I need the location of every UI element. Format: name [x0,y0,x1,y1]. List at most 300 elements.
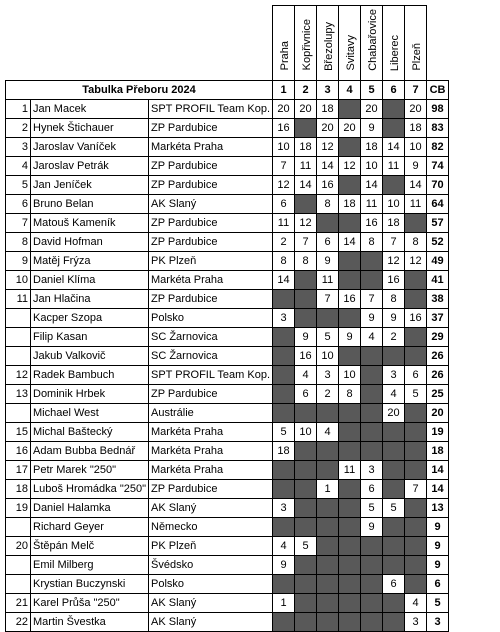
total-cell[interactable]: 13 [427,498,449,517]
rank-cell[interactable]: 21 [6,593,31,612]
total-cell[interactable]: 3 [427,612,449,631]
name-cell[interactable]: Bruno Belan [31,194,149,213]
score-cell[interactable]: 4 [295,365,317,384]
score-cell[interactable]: 12 [383,251,405,270]
score-cell[interactable] [295,479,317,498]
score-cell[interactable]: 3 [273,308,295,327]
club-cell[interactable]: AK Slaný [149,593,273,612]
score-cell[interactable] [361,270,383,289]
score-cell[interactable]: 4 [361,327,383,346]
name-cell[interactable]: Petr Marek "250" [31,460,149,479]
score-cell[interactable]: 14 [295,175,317,194]
score-cell[interactable]: 5 [383,498,405,517]
score-cell[interactable]: 7 [317,289,339,308]
score-cell[interactable] [405,441,427,460]
score-cell[interactable]: 10 [317,346,339,365]
score-cell[interactable]: 9 [405,156,427,175]
race-number[interactable]: 2 [295,80,317,99]
score-cell[interactable]: 11 [361,194,383,213]
score-cell[interactable]: 5 [405,384,427,403]
score-cell[interactable]: 16 [383,270,405,289]
rank-cell[interactable]: 4 [6,156,31,175]
name-cell[interactable]: David Hofman [31,232,149,251]
score-cell[interactable] [295,612,317,631]
score-cell[interactable] [273,574,295,593]
venue-header[interactable] [317,6,339,81]
club-cell[interactable]: AK Slaný [149,498,273,517]
total-cell[interactable]: 18 [427,441,449,460]
score-cell[interactable]: 8 [273,251,295,270]
score-cell[interactable]: 11 [405,194,427,213]
venue-header[interactable] [361,6,383,81]
score-cell[interactable] [339,175,361,194]
rank-cell[interactable]: 15 [6,422,31,441]
total-cell[interactable]: 19 [427,422,449,441]
score-cell[interactable] [339,99,361,118]
total-cell[interactable]: 41 [427,270,449,289]
club-cell[interactable]: AK Slaný [149,612,273,631]
rank-cell[interactable]: 22 [6,612,31,631]
name-cell[interactable]: Kacper Szopa [31,308,149,327]
club-cell[interactable]: Markéta Praha [149,460,273,479]
total-cell[interactable]: 9 [427,536,449,555]
score-cell[interactable] [405,536,427,555]
score-cell[interactable] [383,460,405,479]
score-cell[interactable]: 14 [339,232,361,251]
rank-cell[interactable]: 11 [6,289,31,308]
total-cell[interactable]: 6 [427,574,449,593]
score-cell[interactable]: 11 [383,156,405,175]
score-cell[interactable]: 2 [317,384,339,403]
score-cell[interactable]: 7 [295,232,317,251]
rank-cell[interactable]: 6 [6,194,31,213]
total-cell[interactable]: 70 [427,175,449,194]
score-cell[interactable]: 7 [273,156,295,175]
score-cell[interactable] [295,270,317,289]
total-cell[interactable]: 9 [427,555,449,574]
score-cell[interactable] [339,612,361,631]
score-cell[interactable]: 7 [405,479,427,498]
score-cell[interactable] [339,517,361,536]
score-cell[interactable]: 11 [339,460,361,479]
score-cell[interactable] [383,175,405,194]
score-cell[interactable]: 3 [273,498,295,517]
score-cell[interactable] [361,536,383,555]
score-cell[interactable]: 3 [383,365,405,384]
score-cell[interactable] [361,422,383,441]
name-cell[interactable]: Karel Průša "250" [31,593,149,612]
score-cell[interactable]: 8 [339,384,361,403]
score-cell[interactable]: 10 [361,156,383,175]
club-cell[interactable]: ZP Pardubice [149,175,273,194]
score-cell[interactable]: 6 [361,479,383,498]
club-cell[interactable]: Markéta Praha [149,441,273,460]
score-cell[interactable] [405,327,427,346]
club-cell[interactable]: ZP Pardubice [149,118,273,137]
club-cell[interactable]: SPT PROFIL Team Kop. [149,99,273,118]
score-cell[interactable] [361,346,383,365]
race-number[interactable]: 6 [383,80,405,99]
score-cell[interactable] [339,270,361,289]
score-cell[interactable] [383,612,405,631]
club-cell[interactable]: AK Slaný [149,194,273,213]
name-cell[interactable]: Martin Švestka [31,612,149,631]
score-cell[interactable] [383,346,405,365]
score-cell[interactable] [273,479,295,498]
rank-cell[interactable]: 3 [6,137,31,156]
club-cell[interactable]: SC Žarnovica [149,327,273,346]
score-cell[interactable]: 5 [295,536,317,555]
score-cell[interactable] [295,555,317,574]
score-cell[interactable]: 20 [383,403,405,422]
score-cell[interactable]: 6 [405,365,427,384]
score-cell[interactable]: 5 [273,422,295,441]
score-cell[interactable] [273,327,295,346]
name-cell[interactable]: Štěpán Melč [31,536,149,555]
score-cell[interactable]: 10 [339,365,361,384]
total-cell[interactable]: 98 [427,99,449,118]
name-cell[interactable]: Jan Macek [31,99,149,118]
score-cell[interactable]: 2 [273,232,295,251]
score-cell[interactable]: 14 [273,270,295,289]
score-cell[interactable]: 18 [339,194,361,213]
score-cell[interactable]: 16 [295,346,317,365]
score-cell[interactable] [339,308,361,327]
name-cell[interactable]: Jan Jeníček [31,175,149,194]
total-cell[interactable]: 20 [427,403,449,422]
score-cell[interactable]: 10 [273,137,295,156]
score-cell[interactable] [405,403,427,422]
score-cell[interactable]: 16 [339,289,361,308]
score-cell[interactable] [383,555,405,574]
total-cell[interactable]: 49 [427,251,449,270]
score-cell[interactable]: 8 [361,232,383,251]
score-cell[interactable] [405,346,427,365]
score-cell[interactable] [405,289,427,308]
score-cell[interactable] [383,99,405,118]
score-cell[interactable]: 7 [383,232,405,251]
score-cell[interactable] [339,403,361,422]
score-cell[interactable]: 16 [405,308,427,327]
club-cell[interactable]: SC Žarnovica [149,346,273,365]
name-cell[interactable]: Radek Bambuch [31,365,149,384]
score-cell[interactable] [339,251,361,270]
name-cell[interactable]: Matěj Frýza [31,251,149,270]
score-cell[interactable] [383,593,405,612]
race-number[interactable]: 1 [273,80,295,99]
score-cell[interactable]: 16 [273,118,295,137]
score-cell[interactable] [405,460,427,479]
score-cell[interactable] [361,612,383,631]
name-cell[interactable]: Daniel Klíma [31,270,149,289]
score-cell[interactable]: 20 [317,118,339,137]
score-cell[interactable]: 14 [405,175,427,194]
race-number[interactable]: 4 [339,80,361,99]
score-cell[interactable] [295,517,317,536]
score-cell[interactable] [383,441,405,460]
name-cell[interactable]: Daniel Halamka [31,498,149,517]
name-cell[interactable]: Matouš Kameník [31,213,149,232]
score-cell[interactable] [405,517,427,536]
club-cell[interactable]: PK Plzeň [149,536,273,555]
score-cell[interactable] [317,403,339,422]
score-cell[interactable]: 9 [383,308,405,327]
name-cell[interactable]: Jaroslav Vaníček [31,137,149,156]
score-cell[interactable] [273,403,295,422]
total-cell[interactable]: 5 [427,593,449,612]
rank-cell[interactable]: 5 [6,175,31,194]
score-cell[interactable]: 1 [317,479,339,498]
score-cell[interactable]: 5 [361,498,383,517]
name-cell[interactable]: Adam Bubba Bednář [31,441,149,460]
score-cell[interactable] [405,213,427,232]
score-cell[interactable]: 18 [361,137,383,156]
score-cell[interactable]: 3 [405,612,427,631]
score-cell[interactable]: 20 [273,99,295,118]
score-cell[interactable] [317,517,339,536]
score-cell[interactable]: 9 [317,251,339,270]
score-cell[interactable] [317,574,339,593]
score-cell[interactable]: 12 [339,156,361,175]
total-cell[interactable]: 38 [427,289,449,308]
score-cell[interactable]: 18 [273,441,295,460]
score-cell[interactable] [273,365,295,384]
score-cell[interactable] [361,251,383,270]
rank-cell[interactable]: 1 [6,99,31,118]
score-cell[interactable] [383,118,405,137]
score-cell[interactable]: 12 [295,213,317,232]
total-cell[interactable]: 9 [427,517,449,536]
score-cell[interactable]: 16 [361,213,383,232]
rank-cell[interactable] [6,346,31,365]
name-cell[interactable]: Richard Geyer [31,517,149,536]
score-cell[interactable]: 9 [361,308,383,327]
score-cell[interactable]: 6 [383,574,405,593]
score-cell[interactable]: 7 [361,289,383,308]
score-cell[interactable] [295,460,317,479]
score-cell[interactable]: 10 [405,137,427,156]
score-cell[interactable]: 20 [361,99,383,118]
rank-cell[interactable]: 13 [6,384,31,403]
name-cell[interactable]: Filip Kasan [31,327,149,346]
score-cell[interactable] [339,555,361,574]
score-cell[interactable] [339,213,361,232]
score-cell[interactable]: 14 [317,156,339,175]
score-cell[interactable]: 8 [295,251,317,270]
score-cell[interactable] [339,422,361,441]
score-cell[interactable]: 8 [317,194,339,213]
score-cell[interactable] [339,346,361,365]
total-cell[interactable]: 83 [427,118,449,137]
score-cell[interactable] [339,536,361,555]
club-cell[interactable]: Markéta Praha [149,137,273,156]
score-cell[interactable] [361,593,383,612]
score-cell[interactable] [317,308,339,327]
score-cell[interactable]: 12 [317,137,339,156]
score-cell[interactable] [295,441,317,460]
score-cell[interactable]: 18 [383,213,405,232]
rank-cell[interactable]: 7 [6,213,31,232]
score-cell[interactable] [339,137,361,156]
rank-cell[interactable] [6,555,31,574]
score-cell[interactable]: 2 [383,327,405,346]
score-cell[interactable] [339,441,361,460]
score-cell[interactable] [383,517,405,536]
race-number[interactable]: 7 [405,80,427,99]
club-cell[interactable]: Austrálie [149,403,273,422]
score-cell[interactable]: 6 [295,384,317,403]
club-cell[interactable]: Polsko [149,308,273,327]
race-number[interactable]: 3 [317,80,339,99]
score-cell[interactable]: 11 [317,270,339,289]
club-cell[interactable]: ZP Pardubice [149,289,273,308]
club-cell[interactable]: Německo [149,517,273,536]
score-cell[interactable] [405,555,427,574]
score-cell[interactable]: 9 [361,118,383,137]
name-cell[interactable]: Michal Baštecký [31,422,149,441]
score-cell[interactable] [295,308,317,327]
total-header[interactable]: CB [427,80,449,99]
rank-cell[interactable]: 17 [6,460,31,479]
total-cell[interactable]: 64 [427,194,449,213]
club-cell[interactable]: Markéta Praha [149,422,273,441]
total-cell[interactable]: 29 [427,327,449,346]
score-cell[interactable] [383,536,405,555]
rank-cell[interactable]: 10 [6,270,31,289]
score-cell[interactable] [295,593,317,612]
score-cell[interactable] [339,574,361,593]
score-cell[interactable] [405,422,427,441]
total-cell[interactable]: 26 [427,365,449,384]
score-cell[interactable] [295,574,317,593]
score-cell[interactable] [361,441,383,460]
score-cell[interactable] [361,574,383,593]
score-cell[interactable] [339,498,361,517]
club-cell[interactable]: SPT PROFIL Team Kop. [149,365,273,384]
name-cell[interactable]: Jaroslav Petrák [31,156,149,175]
score-cell[interactable] [317,213,339,232]
table-title[interactable]: Tabulka Přeboru 2024 [6,80,273,99]
club-cell[interactable]: ZP Pardubice [149,479,273,498]
score-cell[interactable] [317,593,339,612]
score-cell[interactable] [383,479,405,498]
rank-cell[interactable] [6,517,31,536]
rank-cell[interactable]: 8 [6,232,31,251]
score-cell[interactable] [317,612,339,631]
rank-cell[interactable]: 18 [6,479,31,498]
total-cell[interactable]: 57 [427,213,449,232]
score-cell[interactable] [317,460,339,479]
total-cell[interactable]: 52 [427,232,449,251]
rank-cell[interactable]: 12 [6,365,31,384]
rank-cell[interactable]: 2 [6,118,31,137]
score-cell[interactable] [361,403,383,422]
score-cell[interactable]: 1 [273,593,295,612]
score-cell[interactable]: 4 [273,536,295,555]
score-cell[interactable] [339,593,361,612]
score-cell[interactable] [273,384,295,403]
club-cell[interactable]: Švédsko [149,555,273,574]
name-cell[interactable]: Jakub Valkovič [31,346,149,365]
score-cell[interactable]: 8 [405,232,427,251]
score-cell[interactable]: 5 [317,327,339,346]
score-cell[interactable]: 4 [405,593,427,612]
score-cell[interactable]: 14 [361,175,383,194]
score-cell[interactable] [273,289,295,308]
score-cell[interactable]: 4 [317,422,339,441]
score-cell[interactable] [295,498,317,517]
score-cell[interactable] [405,574,427,593]
score-cell[interactable]: 11 [295,156,317,175]
score-cell[interactable]: 6 [317,232,339,251]
name-cell[interactable]: Michael West [31,403,149,422]
race-number[interactable]: 5 [361,80,383,99]
venue-header[interactable] [295,6,317,81]
score-cell[interactable] [317,536,339,555]
score-cell[interactable] [361,384,383,403]
score-cell[interactable] [383,422,405,441]
score-cell[interactable] [339,479,361,498]
score-cell[interactable]: 20 [405,99,427,118]
venue-header[interactable] [339,6,361,81]
name-cell[interactable]: Jan Hlačina [31,289,149,308]
name-cell[interactable]: Hynek Štichauer [31,118,149,137]
score-cell[interactable]: 3 [317,365,339,384]
club-cell[interactable]: Polsko [149,574,273,593]
score-cell[interactable]: 8 [383,289,405,308]
score-cell[interactable] [405,498,427,517]
score-cell[interactable] [295,194,317,213]
score-cell[interactable]: 14 [383,137,405,156]
total-cell[interactable]: 82 [427,137,449,156]
score-cell[interactable]: 9 [295,327,317,346]
score-cell[interactable]: 6 [273,194,295,213]
club-cell[interactable]: ZP Pardubice [149,232,273,251]
name-cell[interactable]: Luboš Hromádka "250" [31,479,149,498]
score-cell[interactable]: 9 [339,327,361,346]
club-cell[interactable]: PK Plzeň [149,251,273,270]
score-cell[interactable] [317,498,339,517]
score-cell[interactable]: 12 [405,251,427,270]
score-cell[interactable] [361,365,383,384]
score-cell[interactable] [317,555,339,574]
score-cell[interactable]: 20 [295,99,317,118]
score-cell[interactable]: 18 [317,99,339,118]
score-cell[interactable] [273,612,295,631]
total-cell[interactable]: 14 [427,479,449,498]
club-cell[interactable]: ZP Pardubice [149,384,273,403]
rank-cell[interactable] [6,574,31,593]
venue-header[interactable] [273,6,295,81]
score-cell[interactable] [295,403,317,422]
total-cell[interactable]: 37 [427,308,449,327]
score-cell[interactable] [273,460,295,479]
rank-cell[interactable]: 19 [6,498,31,517]
club-cell[interactable]: Markéta Praha [149,270,273,289]
score-cell[interactable]: 9 [273,555,295,574]
score-cell[interactable] [295,118,317,137]
rank-cell[interactable] [6,308,31,327]
venue-header[interactable] [405,6,427,81]
score-cell[interactable] [317,441,339,460]
rank-cell[interactable]: 20 [6,536,31,555]
score-cell[interactable] [295,289,317,308]
club-cell[interactable]: ZP Pardubice [149,213,273,232]
score-cell[interactable] [405,270,427,289]
rank-cell[interactable]: 9 [6,251,31,270]
score-cell[interactable]: 18 [295,137,317,156]
score-cell[interactable]: 12 [273,175,295,194]
